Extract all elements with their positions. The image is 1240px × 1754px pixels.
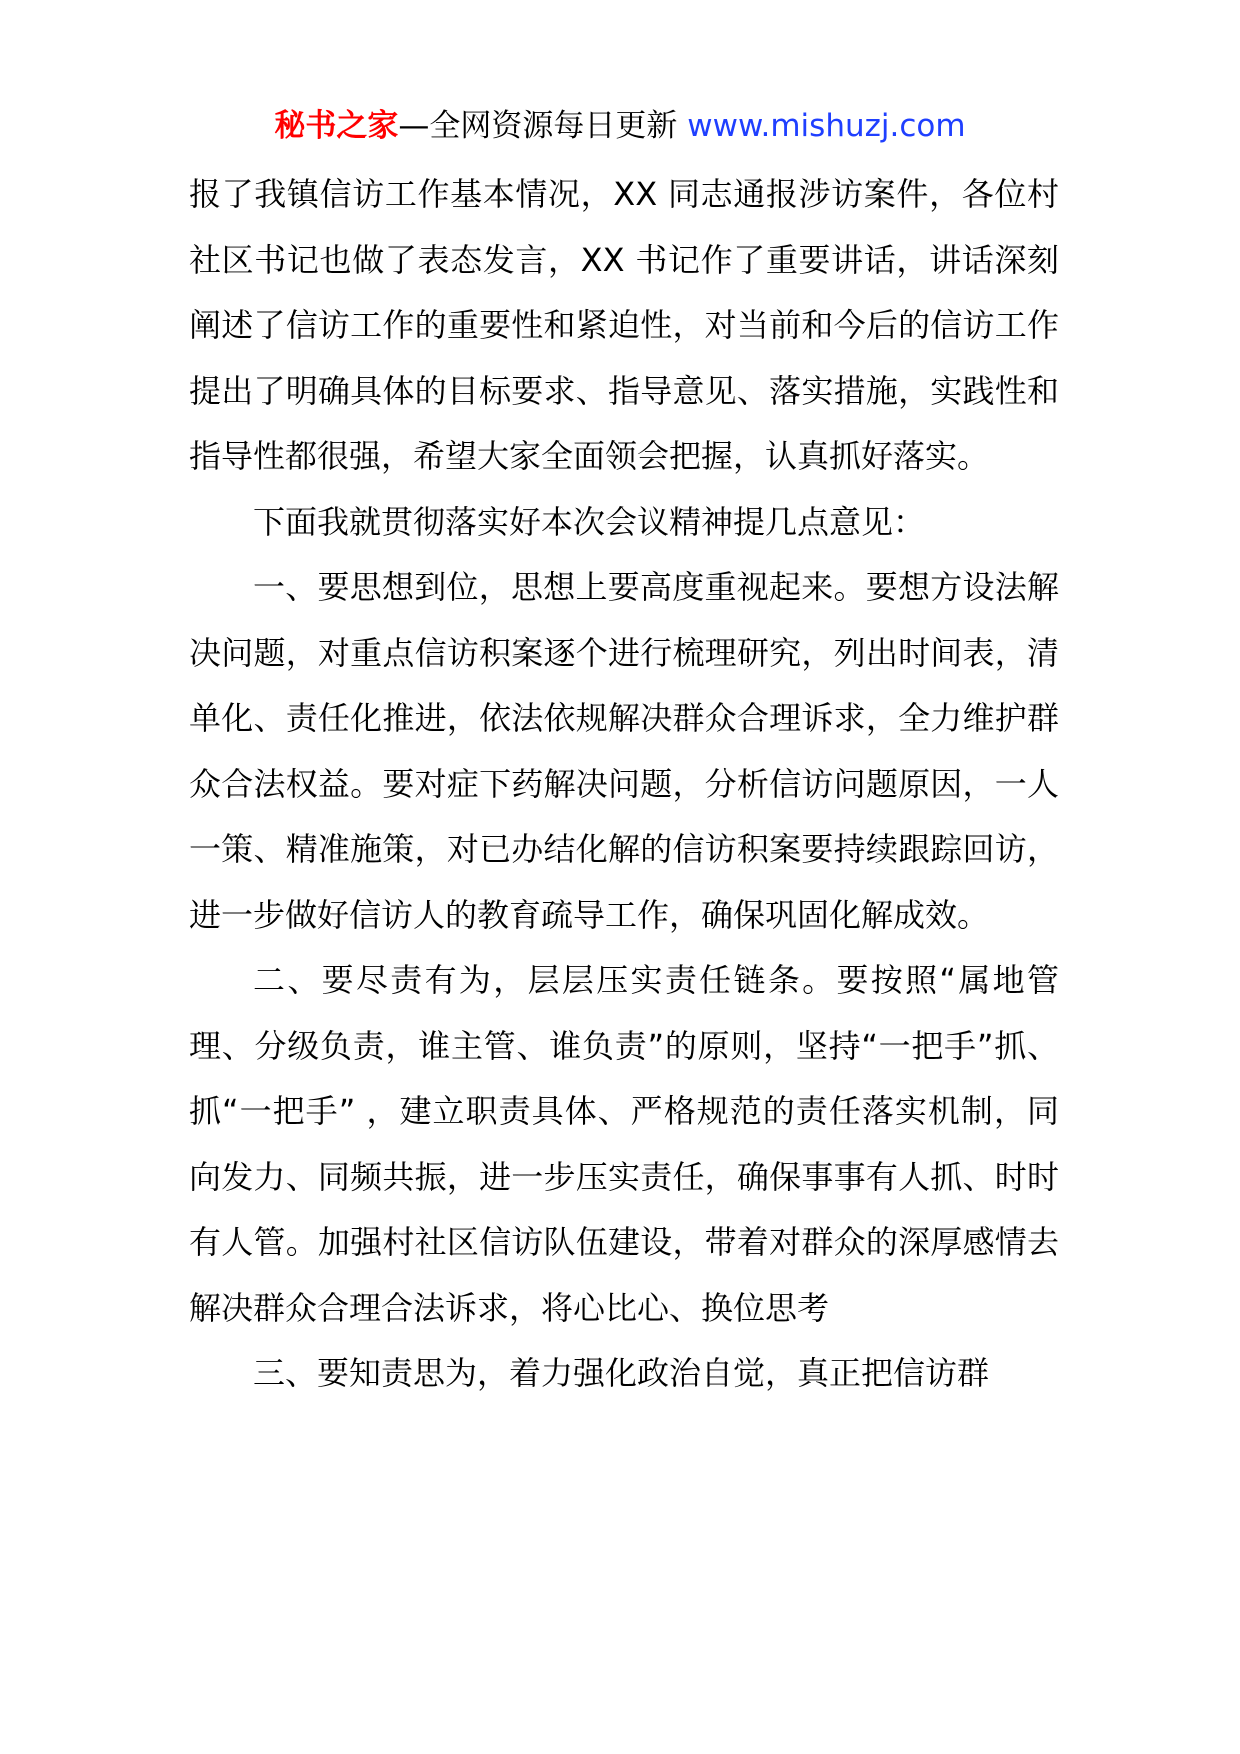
- section-heading-3: 三、要知责思为，着力强化政治自觉，真正把信访群: [253, 1354, 990, 1392]
- paragraph-3: [189, 555, 1059, 948]
- paragraph-1: 报了我镇信访工作基本情况，XX 同志通报涉访案件，各位村社区书记也做了表态发言，XX 书记作了重要讲话，讲话深刻阐述了信访工作的重要性和紧迫性，对当前和今后的信访工作提出了明确具体的目标要求、指导意见、落实措施，实践性和指导性都很强，希望大家全面领会把握，认真抓好落实。: [189, 175, 1059, 475]
- section-heading-2: 二、要尽责有为，层层压实责任链条。: [253, 961, 837, 999]
- header-tagline: —全网资源每日更新: [398, 108, 678, 144]
- site-url-link[interactable]: www.mishuzj.com: [687, 108, 966, 144]
- section-body-1: 要想方设法解决问题，对重点信访积案逐个进行梳理研究，列出时间表，清单化、责任化推进，依法依规解决群众合理诉求，全力维护群众合法权益。要对症下药解决问题，分析信访问题原因，一人一策、精准施策，对已办结化解的信访积案要持续跟踪回访，进一步做好信访人的教育疏导工作，确保巩固化解成效。: [189, 568, 1059, 934]
- paragraph-2: 下面我就贯彻落实好本次会议精神提几点意见：: [253, 502, 926, 541]
- paragraph-4: [189, 948, 1059, 1341]
- site-header: [0, 98, 1240, 154]
- section-body-2: 要按照“属地管理、分级负责，谁主管、谁负责”的原则，坚持“一把手”抓、抓“一把手” ，建立职责具体、严格规范的责任落实机制，同向发力、同频共振，进一步压实责任，确保事事有人抓、时时有人管。加强村社区信访队伍建设，带着对群众的深厚感情去解决群众合理合法诉求，将心比心、换位思考: [189, 961, 1059, 1327]
- brand-name: 秘书之家: [274, 108, 399, 144]
- section-heading-1: 一、要思想到位，思想上要高度重视起来。: [253, 568, 866, 606]
- document-body: [189, 162, 1059, 1407]
- paragraph-5: [189, 1341, 1059, 1407]
